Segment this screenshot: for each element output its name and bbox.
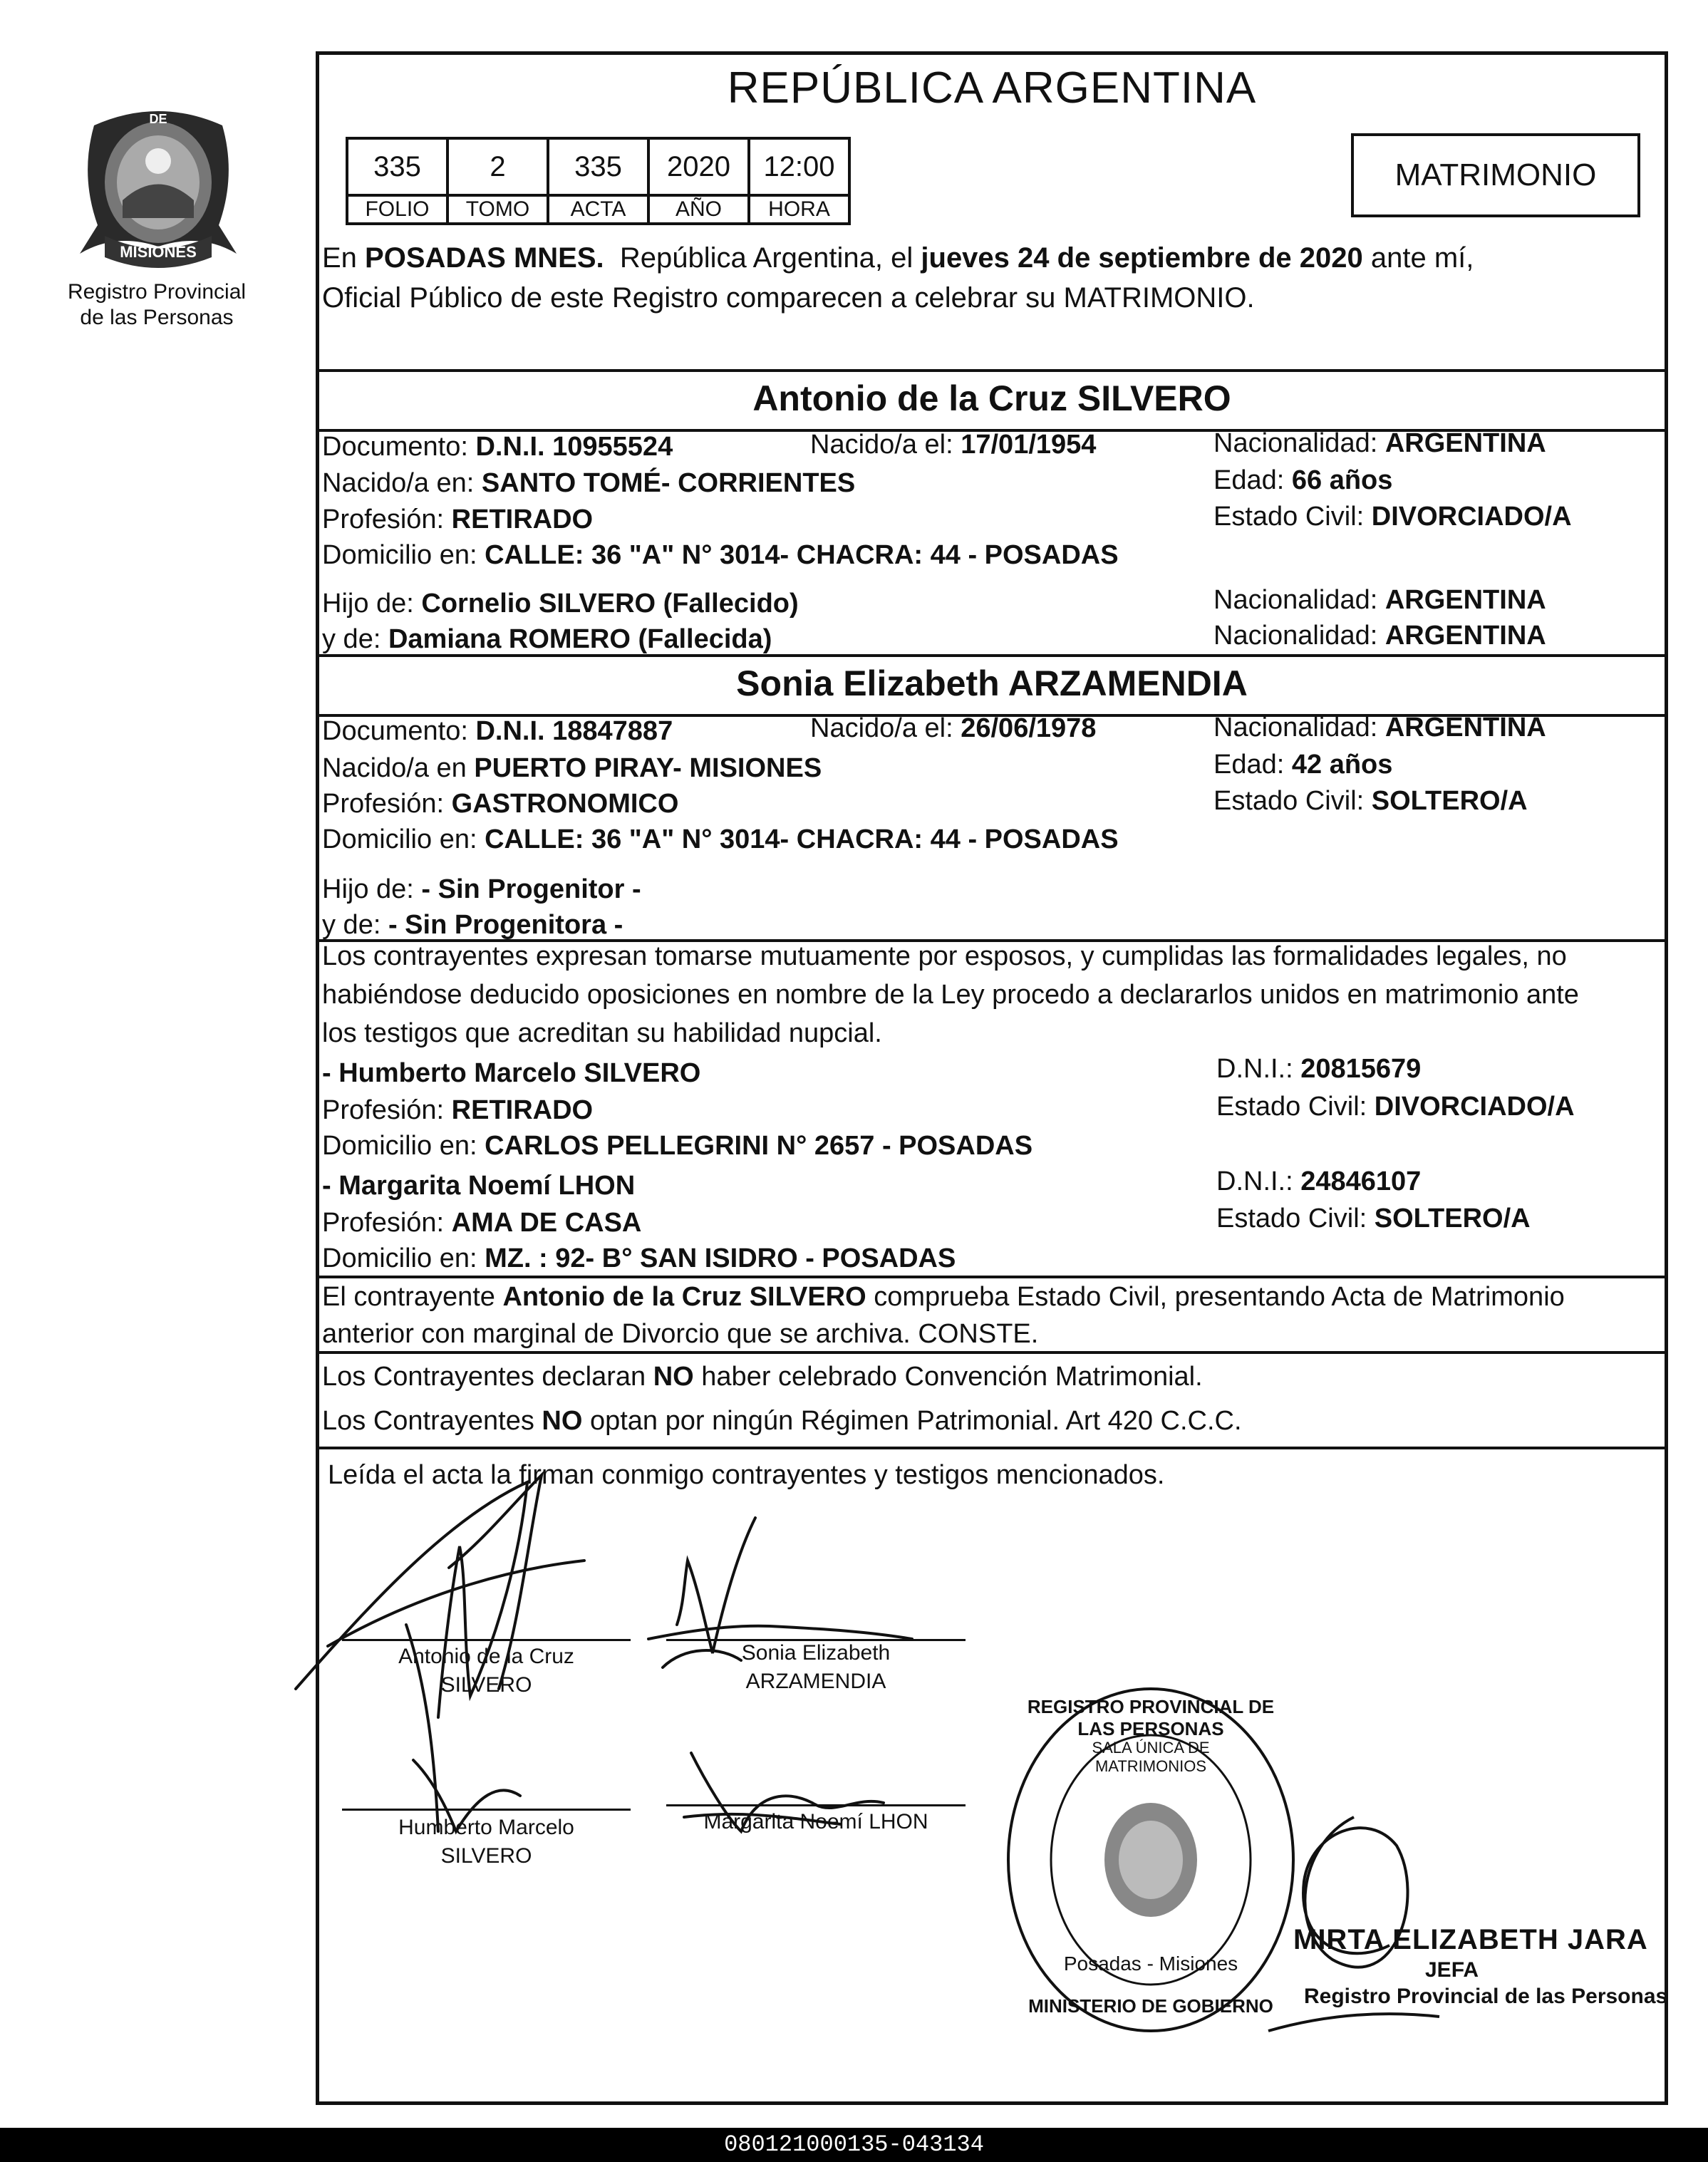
folio-value: 335 [347,138,447,195]
seal-outer-text: REGISTRO PROVINCIAL DE LAS PERSONAS [1027,1696,1275,1739]
witness1-profession: Profesión: RETIRADO [322,1095,594,1125]
witness1-dni: D.N.I.: 20815679 [1216,1054,1422,1084]
witness1-name: - Humberto Marcelo SILVERO [322,1058,701,1088]
note-regime: Los Contrayentes NO optan por ningún Régimen Patrimonial. Art 420 C.C.C. [322,1406,1242,1436]
spouse2-mother: y de: - Sin Progenitora - [322,910,623,940]
logo-caption-line1: Registro Provincial [67,280,247,304]
logo-caption-line2: de las Personas [80,306,234,329]
handwritten-signatures [285,1461,1069,1888]
province-logo [66,83,251,275]
witness2-profession: Profesión: AMA DE CASA [322,1208,642,1238]
spouse2-nationality: Nacionalidad: ARGENTINA [1213,713,1546,743]
spouse1-nationality: Nacionalidad: ARGENTINA [1213,428,1546,458]
spouse1-civil-status: Estado Civil: DIVORCIADO/A [1213,502,1572,532]
declaration-line-3: los testigos que acreditan su habilidad nupcial. [322,1018,882,1048]
spouse1-birth-place: Nacido/a en: SANTO TOMÉ- CORRIENTES [322,468,856,498]
witness2-address: Domicilio en: MZ. : 92- B° SAN ISIDRO - POSADAS [322,1243,956,1273]
spouse1-father-nationality: Nacionalidad: ARGENTINA [1213,585,1546,615]
note-civil-status-line-1: El contrayente Antonio de la Cruz SILVERO comprueba Estado Civil, presentando Acta de Matrimonio [322,1282,1565,1312]
officer-title: JEFA [1425,1958,1479,1982]
page-title: REPÚBLICA ARGENTINA [727,63,1257,113]
spouse1-father: Hijo de: Cornelio SILVERO (Fallecido) [322,589,799,619]
logo-arc-text: PROVINCIA DE [122,97,194,126]
spouse2-profession: Profesión: GASTRONOMICO [322,789,679,819]
hora-value: 12:00 [749,138,849,195]
logo-caption [43,279,271,331]
ano-label: AÑO [648,195,749,224]
document-barcode-number: 080121000135-043134 [0,2128,1708,2162]
seal-inner-text: SALA ÚNICA DE MATRIMONIOS [1092,1739,1210,1775]
spouse2-father: Hijo de: - Sin Progenitor - [322,874,641,904]
spouse2-birth-date: Nacido/a el: 26/06/1978 [810,713,1097,743]
spouse1-age: Edad: 66 años [1213,465,1393,495]
spouse2-document: Documento: D.N.I. 18847887 [322,716,673,746]
spouse1-mother-nationality: Nacionalidad: ARGENTINA [1213,621,1546,651]
hora-label: HORA [749,195,849,224]
witness1-civil-status: Estado Civil: DIVORCIADO/A [1216,1092,1575,1122]
ano-value: 2020 [648,138,749,195]
note-convention: Los Contrayentes declaran NO haber celebrado Convención Matrimonial. [322,1362,1203,1392]
witness1-address: Domicilio en: CARLOS PELLEGRINI N° 2657 - POSADAS [322,1131,1033,1161]
officer-name: MIRTA ELIZABETH JARA [1293,1924,1648,1955]
tomo-label: TOMO [447,195,548,224]
spouse1-name: Antonio de la Cruz SILVERO [752,378,1231,418]
witness2-civil-status: Estado Civil: SOLTERO/A [1216,1204,1531,1233]
officer-organization: Registro Provincial de las Personas [1304,1985,1668,2008]
note-read-and-signed: Leída el acta la firman conmigo contrayentes y testigos mencionados. [328,1460,1165,1490]
declaration-line-2: habiéndose deducido oposiciones en nombre de la Ley procedo a declararlos unidos en matrimonio ante [322,980,1579,1010]
spouse1-address: Domicilio en: CALLE: 36 "A" N° 3014- CHACRA: 44 - POSADAS [322,540,1119,570]
spouse2-birth-place: Nacido/a en PUERTO PIRAY- MISIONES [322,753,822,783]
spouse2-age: Edad: 42 años [1213,750,1393,780]
intro-line-2: Oficial Público de este Registro comparecen a celebrar su MATRIMONIO. [322,282,1255,314]
signature-caption-spouse2: Sonia Elizabeth ARZAMENDIA [741,1641,891,1693]
divider [316,1447,1668,1449]
spouse1-profession: Profesión: RETIRADO [322,505,594,534]
seal-bottom-text-2: MINISTERIO DE GOBIERNO [1028,1995,1273,2017]
record-grid [346,137,851,225]
divider [316,369,1668,372]
signature-caption-witness2: Margarita Noemí LHON [703,1810,928,1833]
logo-band-text: MISIONES [120,243,197,261]
witness2-name: - Margarita Noemí LHON [322,1171,636,1201]
signature-caption-witness1: Humberto Marcelo SILVERO [398,1816,574,1868]
spouse2-civil-status: Estado Civil: SOLTERO/A [1213,786,1528,816]
folio-label: FOLIO [347,195,447,224]
spouse1-document: Documento: D.N.I. 10955524 [322,432,673,462]
tomo-value: 2 [447,138,548,195]
spouse1-mother: y de: Damiana ROMERO (Fallecida) [322,624,772,654]
spouse1-birth-date: Nacido/a el: 17/01/1954 [810,430,1097,460]
signature-caption-spouse1: Antonio de la Cruz SILVERO [398,1645,574,1697]
spouse2-name: Sonia Elizabeth ARZAMENDIA [736,663,1248,703]
witness2-dni: D.N.I.: 24846107 [1216,1167,1422,1196]
spouse2-address: Domicilio en: CALLE: 36 "A" N° 3014- CHACRA: 44 - POSADAS [322,824,1119,854]
acta-label: ACTA [548,195,648,224]
note-civil-status-line-2: anterior con marginal de Divorcio que se archiva. CONSTE. [322,1319,1039,1349]
act-type-box: MATRIMONIO [1351,133,1640,217]
acta-value: 335 [548,138,648,195]
declaration-line-1: Los contrayentes expresan tomarse mutuamente por esposos, y cumplidas las formalidades legales, no [322,941,1567,971]
intro-line-1: En POSADAS MNES. República Argentina, el jueves 24 de septiembre de 2020 ante mí, [322,242,1474,274]
seal-bottom-text-1: Posadas - Misiones [1063,1952,1238,1975]
